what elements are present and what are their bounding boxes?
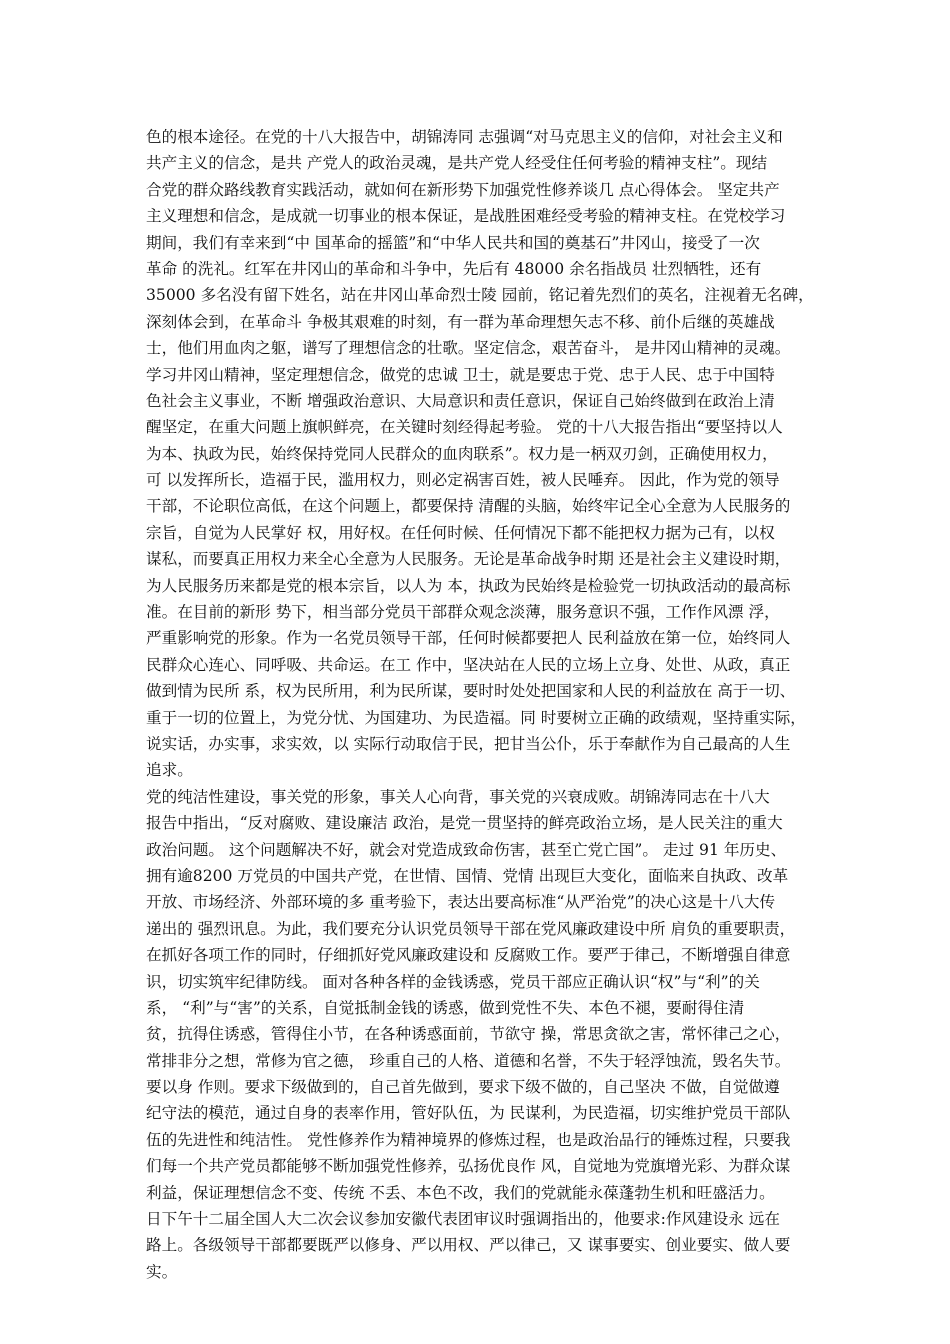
text-line: 干部，不论职位高低，在这个问题上，都要保持 清醒的头脑，始终牢记全心全意为人民服务的	[146, 497, 791, 516]
text-line: 合党的群众路线教育实践活动，就如何在新形势下加强党性修养谈几 点心得体会。 坚定共产	[146, 180, 780, 199]
text-line: 要以身 作则。要求下级做到的，自己首先做到，要求下级不做的，自己坚决 不做，自觉做遵	[146, 1078, 780, 1097]
text-line: 识，切实筑牢纪律防线。 面对各种各样的金钱诱惑，党员干部应正确认识“权”与“利”的关	[146, 972, 760, 991]
text-line: 利益，保证理想信念不变、传统 不丢、本色不改，我们的党就能永葆蓬勃生机和旺盛活力。	[146, 1183, 775, 1202]
text-line: 纪守法的模范，通过自身的表率作用，管好队伍，为 民谋利，为民造福，切实维护党员干部队	[146, 1104, 791, 1123]
text-line: 35000 多名没有留下姓名，站在井冈山革命烈士陵 园前，铭记着先烈们的英名，注视着无名碑，	[146, 286, 814, 305]
text-line: 士，他们用血肉之躯，谱写了理想信念的壮歌。坚定信念，艰苦奋斗， 是井冈山精神的灵魂。	[146, 339, 791, 358]
text-line: 色的根本途径。在党的十八大报告中，胡锦涛同 志强调“对马克思主义的信仰，对社会主义和	[146, 128, 783, 146]
text-line: 民群众心连心、同呼吸、共命运。在工 作中，坚决站在人民的立场上立身、处世、从政，真正	[146, 655, 791, 674]
text-line: 色社会主义事业，不断 增强政治意识、大局意识和责任意识，保证自己始终做到在政治上清	[146, 391, 775, 410]
text-line: 系， “利”与“害”的关系，自觉抵制金钱的诱惑，做到党性不失、本色不褪，要耐得住清	[146, 998, 745, 1017]
text-line: 开放、市场经济、外部环境的多 重考验下，表达出要高标准“从严治党”的决心这是十八大传	[146, 893, 776, 912]
text-line: 严重影响党的形象。作为一名党员领导干部，任何时候都要把人 民利益放在第一位，始终同人	[146, 629, 791, 648]
text-line: 革命 的洗礼。红军在井冈山的革命和斗争中，先后有 48000 余名指战员 壮烈牺牲，还有	[146, 259, 762, 278]
text-line: 贫，抗得住诱惑，管得住小节，在各种诱惑面前，节欲守 操，常思贪欲之害，常怀律己之心，	[146, 1025, 791, 1044]
text-line: 报告中指出，“反对腐败、建设廉洁 政治，是党一贯坚持的鲜亮政治立场，是人民关注的重大	[146, 814, 783, 833]
text-line: 深刻体会到，在革命斗 争极其艰难的时刻，有一群为革命理想矢志不移、前仆后继的英雄战	[146, 312, 775, 331]
text-line: 拥有逾8200 万党员的中国共产党，在世情、国情、党情 出现巨大变化，面临来自执政、改革	[146, 866, 789, 885]
text-line: 日下午十二届全国人大二次会议参加安徽代表团审议时强调指出的，他要求:作风建设永 远在	[146, 1210, 780, 1229]
text-line: 们每一个共产党员都能够不断加强党性修养，弘扬优良作 风，自觉地为党旗增光彩、为群众谋	[146, 1157, 791, 1176]
document-body	[146, 124, 826, 1285]
text-line: 政治问题。 这个问题解决不好，就会对党造成致命伤害，甚至亡党亡国”。 走过 91 年历史、	[146, 840, 787, 859]
text-line: 共产主义的信念，是共 产党人的政治灵魂，是共产党人经受住任何考验的精神支柱”。现结	[146, 154, 768, 173]
text-line: 可 以发挥所长，造福于民，滥用权力，则必定祸害百姓，被人民唾弃。 因此，作为党的领导	[146, 471, 780, 490]
text-line: 为人民服务历来都是党的根本宗旨，以人为 本，执政为民始终是检验党一切执政活动的最高标	[146, 576, 791, 595]
text-line: 醒坚定，在重大问题上旗帜鲜亮，在关键时刻经得起考验。 党的十八大报告指出“要坚持以人	[146, 418, 783, 437]
text-line: 实。	[146, 1262, 178, 1281]
text-line: 谋私，而要真正用权力来全心全意为人民服务。无论是革命战争时期 还是社会主义建设时期，	[146, 550, 791, 569]
text-line: 递出的 强烈讯息。为此，我们要充分认识党员领导干部在党风廉政建设中所 肩负的重要职责，	[146, 919, 796, 938]
text-line: 宗旨，自觉为人民掌好 权，用好权。在任何时候、任何情况下都不能把权力据为己有，以权	[146, 523, 775, 542]
text-line: 常排非分之想，常修为官之德， 珍重自己的人格、道德和名誉，不失于轻浮蚀流，毁名失节。	[146, 1051, 791, 1070]
text-line: 追求。	[146, 761, 193, 780]
text-line: 党的纯洁性建设，事关党的形象，事关人心向背，事关党的兴衰成败。胡锦涛同志在十八大	[146, 787, 770, 806]
text-line: 路上。各级领导干部都要既严以修身、严以用权、严以律己，又 谋事要实、创业要实、做人要	[146, 1236, 791, 1255]
text-line: 重于一切的位置上，为党分忧、为国建功、为民造福。同 时要树立正确的政绩观，坚持重实际，	[146, 708, 806, 727]
text-line: 准。在目前的新形 势下，相当部分党员干部群众观念淡薄，服务意识不强，工作作风漂 浮，	[146, 603, 780, 622]
text-line: 主义理想和信念，是成就一切事业的根本保证，是战胜困难经受考验的精神支柱。在党校学习	[146, 207, 786, 226]
text-line: 期间，我们有幸来到“中 国革命的摇篮”和“中华人民共和国的奠基石”井冈山，接受了一次	[146, 233, 760, 252]
text-line: 在抓好各项工作的同时，仔细抓好党风廉政建设和 反腐败工作。要严于律己，不断增强自律意	[146, 946, 791, 965]
text-line: 做到情为民所 系，权为民所用，利为民所谋，要时时处处把国家和人民的利益放在 高于一切、	[146, 682, 796, 701]
text-line: 学习井冈山精神，坚定理想信念，做党的忠诚 卫士，就是要忠于党、忠于人民、忠于中国特	[146, 365, 775, 384]
text-line: 伍的先进性和纯洁性。 党性修养作为精神境界的修炼过程，也是政治品行的锤炼过程，只要我	[146, 1130, 791, 1149]
text-line: 说实话，办实事，求实效，以 实际行动取信于民，把甘当公仆，乐于奉献作为自己最高的人生	[146, 734, 791, 753]
text-line: 为本、执政为民，始终保持党同人民群众的血肉联系”。权力是一柄双刃剑，正确使用权力，	[146, 444, 778, 463]
